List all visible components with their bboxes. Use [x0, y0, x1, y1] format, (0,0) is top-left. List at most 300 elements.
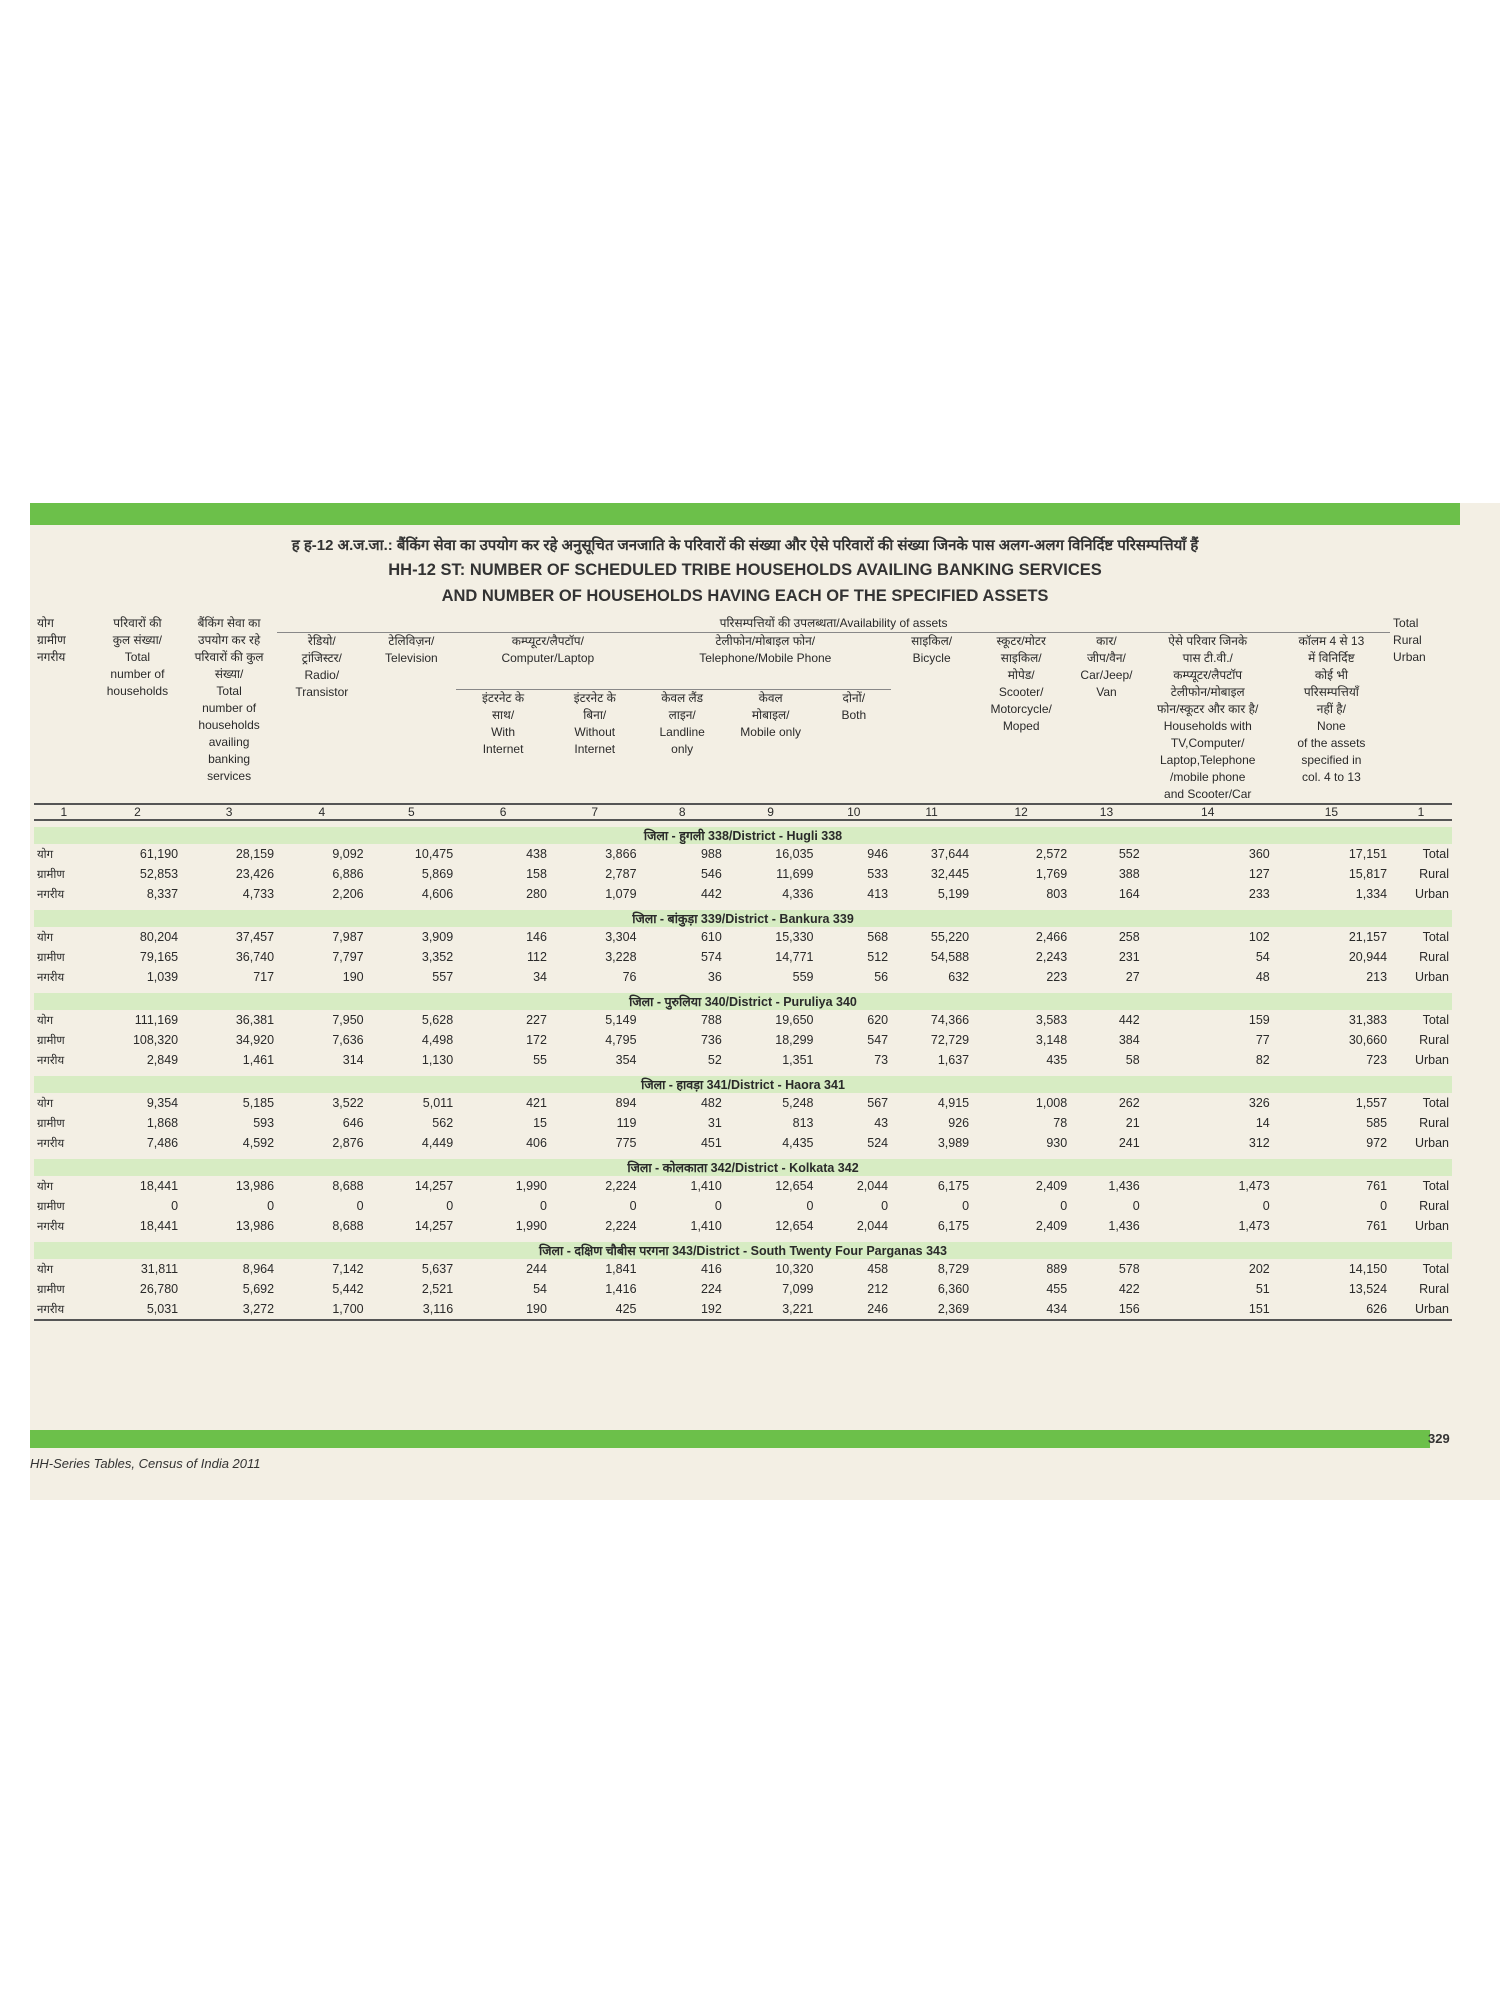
table-cell: 72,729: [930, 1033, 970, 1047]
table-cell: 1,410: [690, 1179, 722, 1193]
table-cell: 18,441: [139, 1219, 179, 1233]
table-cell: 482: [700, 1096, 722, 1110]
table-row: [34, 1030, 1452, 1050]
table-cell: 119: [616, 1116, 637, 1130]
table-cell: 26,780: [139, 1282, 179, 1296]
row-label-hindi: योग: [37, 848, 54, 861]
table-cell: 1,410: [690, 1219, 722, 1233]
table-cell: 1,637: [937, 1053, 970, 1067]
title-hindi: ह ह-12 अ.ज.जा.: बैंकिंग सेवा का उपयोग कर रहे अनुसूचित जनजाति के परिवारों की संख्या और ऐसे परिवारों की संख्या जिनके पास अलग-अलग विनिर्दिष्ट परिसम्पत्तियाँ हैं: [291, 537, 1199, 554]
table-body: [34, 820, 1452, 1320]
row-label-english: Total: [1422, 930, 1449, 944]
row-label-hindi: नगरीय: [37, 971, 65, 984]
row-label-english: Total: [1422, 1013, 1449, 1027]
table-cell: 34: [533, 970, 547, 984]
table-cell: 438: [526, 847, 547, 861]
table-cell: 0: [1060, 1199, 1068, 1213]
column-number: 1: [34, 804, 94, 820]
table-cell: 48: [1255, 970, 1270, 984]
table-cell: 212: [867, 1282, 889, 1296]
table-cell: 425: [550, 1299, 640, 1320]
table-cell: 190: [456, 1299, 550, 1320]
table-cell: 37,457: [235, 930, 275, 944]
column-number: 3: [181, 804, 277, 820]
table-cell: 14: [1255, 1116, 1270, 1130]
row-label-english: Urban: [1390, 1299, 1452, 1320]
table-cell: 1,990: [515, 1219, 547, 1233]
table-cell: 533: [867, 867, 889, 881]
row-label-english: Urban: [1414, 1053, 1449, 1067]
table-cell: 213: [1366, 970, 1388, 984]
table-row: [34, 967, 1452, 987]
table-cell: 458: [867, 1262, 889, 1276]
table-cell: 31,383: [1348, 1013, 1388, 1027]
table-cell: 9,354: [146, 1096, 179, 1110]
table-cell: 16,035: [775, 847, 814, 861]
table-cell: 1,557: [1355, 1096, 1388, 1110]
table-cell: 23,426: [235, 867, 275, 881]
table-cell: 4,449: [421, 1136, 454, 1150]
row-label-english: Rural: [1419, 1033, 1449, 1047]
table-cell: 12,654: [775, 1219, 814, 1233]
table-cell: 8,729: [937, 1262, 970, 1276]
table-cell: 20,944: [1348, 950, 1388, 964]
document-page: [30, 503, 1500, 1500]
table-cell: 227: [526, 1013, 547, 1027]
table-row: [34, 1176, 1452, 1196]
table-cell: 6,175: [937, 1219, 970, 1233]
table-cell: 102: [1248, 930, 1270, 944]
table-cell: 1,473: [1238, 1179, 1270, 1193]
table-cell: 620: [867, 1013, 889, 1027]
table-row: [34, 864, 1452, 884]
table-cell: 36: [707, 970, 722, 984]
table-cell: 3,148: [1035, 1033, 1068, 1047]
row-label-hindi: ग्रामीण: [37, 1200, 65, 1213]
table-cell: 3,522: [332, 1096, 364, 1110]
table-cell: 434: [972, 1299, 1070, 1320]
table-cell: 610: [700, 930, 722, 944]
table-cell: 421: [526, 1096, 547, 1110]
table-cell: 0: [356, 1199, 364, 1213]
row-label-english: Urban: [1414, 1219, 1449, 1233]
table-row: [34, 1196, 1452, 1216]
table-cell: 1,334: [1355, 887, 1388, 901]
table-cell: 0: [540, 1199, 547, 1213]
header-col-10: दोनों/ Both: [841, 691, 867, 723]
table-cell: 5,637: [421, 1262, 454, 1276]
table-row: [34, 1093, 1452, 1113]
table-cell: 435: [1046, 1053, 1068, 1067]
table-cell: 12,654: [775, 1179, 814, 1193]
table-cell: 0: [1262, 1199, 1270, 1213]
table-cell: 164: [1118, 887, 1140, 901]
table-cell: 82: [1255, 1053, 1270, 1067]
table-cell: 14,257: [414, 1219, 454, 1233]
table-cell: 2,466: [1035, 930, 1068, 944]
table-cell: 5,869: [421, 867, 454, 881]
table-cell: 2,876: [332, 1136, 364, 1150]
table-cell: 6,886: [332, 867, 364, 881]
table-cell: 557: [432, 970, 454, 984]
table-cell: 11,699: [776, 867, 814, 881]
table-cell: 4,336: [782, 887, 814, 901]
table-row: [34, 1216, 1452, 1236]
table-cell: 1,473: [1238, 1219, 1270, 1233]
table-cell: 31: [707, 1116, 722, 1130]
table-cell: 1,841: [605, 1262, 637, 1276]
table-cell: 0: [267, 1199, 275, 1213]
table-row: [34, 947, 1452, 967]
table-cell: 5,628: [421, 1013, 454, 1027]
table-cell: 4,795: [605, 1033, 637, 1047]
table-cell: 723: [1366, 1053, 1388, 1067]
table-cell: 55: [533, 1053, 547, 1067]
table-cell: 172: [526, 1033, 547, 1047]
table-cell: 4,498: [421, 1033, 454, 1047]
table-cell: 632: [948, 970, 970, 984]
table-cell: 2,206: [332, 887, 364, 901]
table-cell: 6,360: [937, 1282, 970, 1296]
header-col-total-rural-urban: Total Rural Urban: [1393, 616, 1426, 664]
column-number: 4: [277, 804, 367, 820]
table-cell: 0: [1380, 1199, 1388, 1213]
table-cell: 5,149: [605, 1013, 637, 1027]
table-cell: 158: [526, 867, 547, 881]
table-row: [34, 1259, 1452, 1279]
table-cell: 1,008: [1035, 1096, 1068, 1110]
table-cell: 574: [700, 950, 722, 964]
table-cell: 18,441: [139, 1179, 179, 1193]
column-number: 6: [456, 804, 550, 820]
header-col-15: कॉलम 4 से 13 में विनिर्दिष्ट कोई भी परिसम्पत्तियाँ नहीं है/ None of the assets specified in col. 4 to 13: [1297, 634, 1366, 784]
row-label-hindi: ग्रामीण: [37, 868, 65, 881]
row-label-english: Total: [1422, 1262, 1449, 1276]
table-cell: 3,228: [605, 950, 637, 964]
table-cell: 5,185: [242, 1096, 275, 1110]
table-cell: 3,866: [605, 847, 637, 861]
table-cell: 422: [1118, 1282, 1140, 1296]
table-cell: 3,221: [725, 1299, 817, 1320]
table-cell: 7,142: [332, 1262, 364, 1276]
table-cell: 280: [526, 887, 547, 901]
table-cell: 312: [1248, 1136, 1270, 1150]
table-cell: 14,150: [1348, 1262, 1388, 1276]
table-cell: 2,044: [856, 1179, 889, 1193]
table-cell: 972: [1366, 1136, 1388, 1150]
header-col-3: बैंकिंग सेवा का उपयोग कर रहे परिवारों की कुल संख्या/ Total number of households availing banking services: [194, 616, 264, 783]
table-cell: 559: [792, 970, 814, 984]
row-label-english: Urban: [1414, 887, 1449, 901]
column-number: 12: [972, 804, 1070, 820]
bottom-green-bar: [30, 1430, 1430, 1448]
table-cell: 736: [700, 1033, 722, 1047]
table-cell: 0: [629, 1199, 637, 1213]
table-cell: 52,853: [139, 867, 179, 881]
top-green-bar: [30, 503, 1460, 525]
table-cell: 2,849: [146, 1053, 179, 1067]
table-cell: 7,950: [332, 1013, 364, 1027]
table-cell: 244: [526, 1262, 547, 1276]
table-cell: 5,442: [332, 1282, 364, 1296]
table-cell: 146: [526, 930, 547, 944]
table-cell: 1,868: [146, 1116, 179, 1130]
table-row: [34, 1299, 1452, 1320]
row-label-english: Rural: [1419, 950, 1449, 964]
title-line-1: HH-12 ST: NUMBER OF SCHEDULED TRIBE HOUSEHOLDS AVAILING BANKING SERVICES: [388, 561, 1102, 579]
table-cell: 7,636: [332, 1033, 364, 1047]
table-cell: 10,475: [414, 847, 454, 861]
table-cell: 1,079: [605, 887, 637, 901]
table-row: [34, 884, 1452, 904]
table-cell: 894: [615, 1096, 637, 1110]
table-cell: 717: [253, 970, 275, 984]
district-header-row: [34, 1076, 1452, 1093]
table-cell: 15,330: [775, 930, 814, 944]
table-cell: 262: [1118, 1096, 1140, 1110]
header-col-12: स्कूटर/मोटर साइकिल/ मोपेड/ Scooter/ Motorcycle/ Moped: [990, 634, 1052, 733]
table-cell: 761: [1366, 1219, 1388, 1233]
table-cell: 4,915: [937, 1096, 970, 1110]
header-col-2: परिवारों की कुल संख्या/ Total number of households: [106, 616, 169, 698]
table-cell: 567: [867, 1096, 889, 1110]
table-cell: 4,733: [242, 887, 275, 901]
row-label-hindi: नगरीय: [37, 888, 65, 901]
table-cell: 2,243: [1035, 950, 1068, 964]
table-cell: 58: [1125, 1053, 1140, 1067]
table-cell: 231: [1118, 950, 1140, 964]
table-cell: 108,320: [132, 1033, 179, 1047]
header-col-1: योग ग्रामीण नगरीय: [37, 616, 66, 664]
row-label-hindi: योग: [37, 1263, 54, 1276]
row-label-hindi: नगरीय: [34, 1299, 94, 1320]
table-row: [34, 1133, 1452, 1153]
row-label-hindi: नगरीय: [37, 1054, 65, 1067]
table-cell: 112: [527, 950, 547, 964]
table-cell: 4,592: [242, 1136, 275, 1150]
table-cell: 775: [615, 1136, 637, 1150]
table-cell: 384: [1118, 1033, 1140, 1047]
table-cell: 512: [867, 950, 889, 964]
table-cell: 8,964: [242, 1262, 275, 1276]
table-cell: 78: [1053, 1116, 1068, 1130]
table-cell: 4,435: [782, 1136, 814, 1150]
column-number: 13: [1070, 804, 1142, 820]
row-label-english: Urban: [1414, 970, 1449, 984]
table-cell: 111,169: [134, 1013, 179, 1027]
table-cell: 1,416: [605, 1282, 637, 1296]
table-cell: 562: [432, 1116, 454, 1130]
table-cell: 79,165: [139, 950, 179, 964]
district-header-row: [34, 993, 1452, 1010]
table-cell: 2,224: [605, 1179, 637, 1193]
table-cell: 7,987: [332, 930, 364, 944]
table-cell: 76: [622, 970, 637, 984]
column-number: 15: [1273, 804, 1390, 820]
table-cell: 1,351: [782, 1053, 814, 1067]
table-cell: 7,099: [782, 1282, 814, 1296]
table-cell: 55,220: [930, 930, 970, 944]
table-cell: 546: [700, 867, 722, 881]
table-cell: 2,224: [605, 1219, 637, 1233]
table-cell: 7,797: [332, 950, 364, 964]
table-cell: 223: [1046, 970, 1068, 984]
table-cell: 593: [253, 1116, 275, 1130]
header-col-7: इंटरनेट के बिना/ Without Internet: [573, 691, 616, 757]
column-number: 14: [1143, 804, 1273, 820]
table-cell: 9,092: [332, 847, 364, 861]
table-cell: 3,989: [937, 1136, 970, 1150]
table-cell: 1,039: [146, 970, 179, 984]
table-cell: 552: [1118, 847, 1140, 861]
table-cell: 926: [948, 1116, 970, 1130]
table-cell: 2,369: [891, 1299, 972, 1320]
column-numbers-row: [34, 804, 1452, 820]
table-cell: 0: [446, 1199, 454, 1213]
table-cell: 0: [962, 1199, 970, 1213]
table-cell: 43: [874, 1116, 889, 1130]
table-row: [34, 1010, 1452, 1030]
district-name: जिला - हुगली 338/District - Hugli 338: [34, 827, 1452, 844]
table-cell: 30,660: [1348, 1033, 1388, 1047]
table-cell: 788: [700, 1013, 722, 1027]
title-line-2: AND NUMBER OF HOUSEHOLDS HAVING EACH OF THE SPECIFIED ASSETS: [441, 587, 1049, 605]
header-telephone: टेलीफोन/मोबाइल फोन/ Telephone/Mobile Phone: [640, 633, 892, 690]
column-number: 7: [550, 804, 640, 820]
row-label-hindi: नगरीय: [37, 1137, 65, 1150]
header-col-6: इंटरनेट के साथ/ With Internet: [482, 691, 525, 757]
table-cell: 8,688: [332, 1179, 364, 1193]
district-header-row: [34, 827, 1452, 844]
table-cell: 192: [640, 1299, 725, 1320]
table-cell: 17,151: [1348, 847, 1388, 861]
table-cell: 5,248: [782, 1096, 814, 1110]
header-col-4: रेडियो/ ट्रांजिस्टर/ Radio/ Transistor: [295, 634, 349, 699]
data-table: [34, 615, 1452, 1321]
table-cell: 54: [1255, 950, 1270, 964]
table-cell: 585: [1366, 1116, 1388, 1130]
column-number: 8: [640, 804, 725, 820]
table-cell: 406: [526, 1136, 547, 1150]
table-cell: 1,130: [421, 1053, 454, 1067]
table-cell: 127: [1248, 867, 1270, 881]
table-cell: 803: [1046, 887, 1068, 901]
header-col-8: केवल लैंड लाइन/ Landline only: [659, 691, 705, 757]
table-cell: 0: [714, 1199, 722, 1213]
page-number: 329: [1428, 1431, 1450, 1446]
table-cell: 1,436: [1108, 1179, 1140, 1193]
district-header-row: [34, 910, 1452, 927]
district-name: जिला - हावड़ा 341/District - Haora 341: [34, 1076, 1452, 1093]
header-col-5: टेलिविज़न/ Television: [385, 634, 438, 665]
column-number: 9: [725, 804, 817, 820]
table-cell: 2,044: [856, 1219, 889, 1233]
table-cell: 5,011: [422, 1096, 454, 1110]
table-cell: 3,304: [605, 930, 637, 944]
row-label-hindi: ग्रामीण: [37, 1283, 65, 1296]
table-cell: 224: [700, 1282, 722, 1296]
table-cell: 578: [1118, 1262, 1140, 1276]
table-cell: 14,257: [414, 1179, 454, 1193]
table-cell: 77: [1255, 1033, 1270, 1047]
table-cell: 56: [874, 970, 889, 984]
table-cell: 1,461: [242, 1053, 275, 1067]
table-cell: 1,769: [1035, 867, 1068, 881]
table-cell: 3,352: [421, 950, 454, 964]
row-label-english: Rural: [1419, 1116, 1449, 1130]
table-cell: 151: [1143, 1299, 1273, 1320]
table-cell: 0: [171, 1199, 179, 1213]
row-label-hindi: ग्रामीण: [37, 951, 65, 964]
table-cell: 1,990: [515, 1179, 547, 1193]
table-cell: 761: [1366, 1179, 1388, 1193]
table-cell: 2,409: [1035, 1179, 1068, 1193]
table-cell: 442: [1118, 1013, 1140, 1027]
header-availability: परिसम्पत्तियों की उपलब्धता/Availability of assets: [277, 615, 1390, 633]
table-cell: 360: [1248, 847, 1270, 861]
table-row: [34, 844, 1452, 864]
district-header-row: [34, 1159, 1452, 1176]
header-col-13: कार/ जीप/वैन/ Car/Jeep/ Van: [1080, 634, 1133, 699]
table-cell: 80,204: [139, 930, 179, 944]
row-label-hindi: योग: [37, 931, 54, 944]
header-col-11: साइकिल/ Bicycle: [911, 634, 953, 665]
row-label-hindi: नगरीय: [37, 1220, 65, 1233]
table-cell: 413: [867, 887, 889, 901]
column-number: 2: [94, 804, 181, 820]
table-cell: 246: [816, 1299, 891, 1320]
table-cell: 15: [533, 1116, 547, 1130]
district-name: जिला - दक्षिण चौबीस परगना 343/District - South Twenty Four Parganas 343: [34, 1242, 1452, 1259]
table-cell: 156: [1070, 1299, 1142, 1320]
row-label-english: Total: [1422, 1179, 1449, 1193]
table-cell: 2,409: [1035, 1219, 1068, 1233]
table-row: [34, 927, 1452, 947]
district-header-row: [34, 1242, 1452, 1259]
table-cell: 946: [867, 847, 889, 861]
table-cell: 258: [1118, 930, 1140, 944]
table-cell: 21: [1125, 1116, 1140, 1130]
table-row: [34, 1050, 1452, 1070]
table-cell: 73: [874, 1053, 889, 1067]
table-cell: 988: [700, 847, 722, 861]
table-cell: 31,811: [140, 1262, 179, 1276]
table-cell: 930: [1046, 1136, 1068, 1150]
table-cell: 19,650: [775, 1013, 814, 1027]
table-cell: 326: [1248, 1096, 1270, 1110]
table-cell: 568: [867, 930, 889, 944]
row-label-hindi: योग: [37, 1014, 54, 1027]
table-cell: 5,199: [937, 887, 970, 901]
row-label-english: Rural: [1419, 1199, 1449, 1213]
row-label-english: Total: [1422, 1096, 1449, 1110]
table-cell: 18,299: [775, 1033, 814, 1047]
table-cell: 451: [700, 1136, 722, 1150]
table-cell: 8,337: [146, 887, 179, 901]
table-cell: 27: [1125, 970, 1140, 984]
table-cell: 74,366: [930, 1013, 970, 1027]
table-cell: 51: [1255, 1282, 1270, 1296]
table-cell: 5,692: [242, 1282, 275, 1296]
table-cell: 13,986: [235, 1179, 275, 1193]
table-cell: 159: [1248, 1013, 1270, 1027]
table-cell: 36,381: [235, 1013, 275, 1027]
table-cell: 36,740: [235, 950, 275, 964]
column-number: 10: [816, 804, 891, 820]
table-cell: 626: [1273, 1299, 1390, 1320]
district-name: जिला - बांकुड़ा 339/District - Bankura 339: [34, 910, 1452, 927]
table-cell: 4,606: [421, 887, 454, 901]
